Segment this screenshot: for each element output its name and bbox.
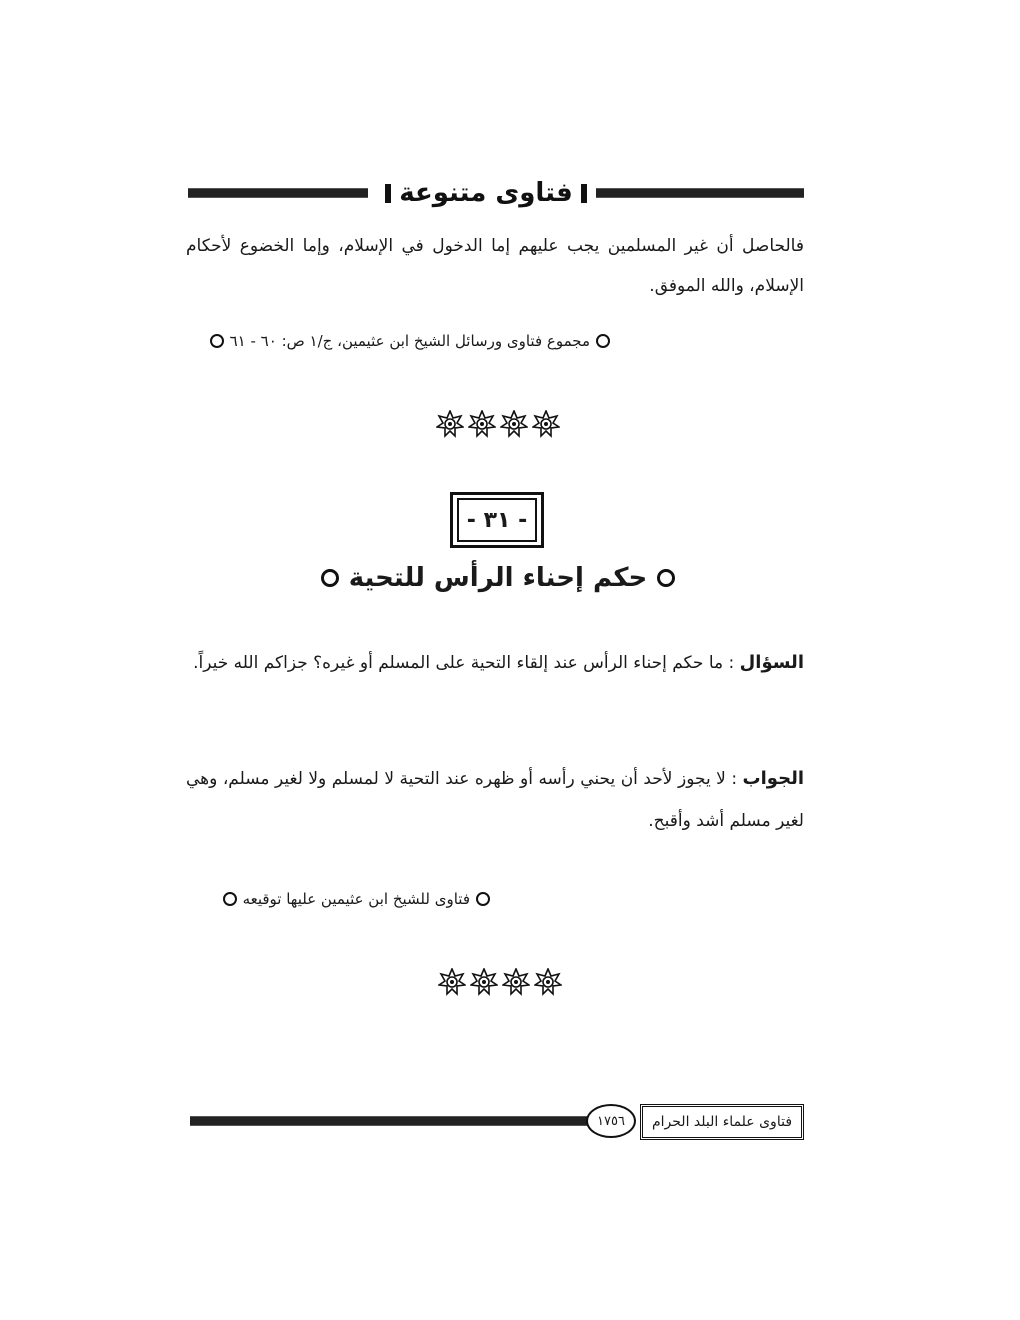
ornament-divider-top [436, 410, 560, 440]
header-title: فتاوى متنوعة [399, 178, 573, 208]
question-text: : ما حكم إحناء الرأس عند إلقاء التحية على المسلم أو غيره؟ جزاكم الله خيراً. [193, 653, 735, 673]
answer-label: الجواب [742, 768, 804, 789]
flower-ornament-icon [532, 410, 560, 438]
square-bullet-icon [581, 184, 587, 203]
intro-paragraph: فالحاصل أن غير المسلمين يجب عليهم إما الدخول في الإسلام، وإما الخضوع لأحكام الإسلام، والله الموفق. [186, 236, 804, 296]
flower-ornament-icon [502, 968, 530, 996]
book-title: فتاوى علماء البلد الحرام [640, 1104, 804, 1140]
fatwa-number: - ٣١ - [457, 498, 537, 542]
fatwa-title: حكم إحناء الرأس للتحية [348, 563, 648, 593]
source-text-first: مجموع فتاوى ورسائل الشيخ ابن عثيمين، ج/١ ص: ٦٠ - ٦١ [229, 332, 590, 350]
answer-text: : لا يجوز لأحد أن يحني رأسه أو ظهره عند التحية لا لمسلم ولا لغير مسلم، وهي لغير مسلم أشد وأقبح. [186, 769, 804, 831]
page-footer [190, 1102, 806, 1142]
flower-ornament-icon [470, 968, 498, 996]
source-text-second: فتاوى للشيخ ابن عثيمين عليها توقيعه [242, 890, 470, 908]
flower-ornament-icon [436, 410, 464, 438]
circle-bullet-icon [223, 892, 237, 906]
fatwa-heading [348, 558, 648, 598]
flower-ornament-icon [500, 410, 528, 438]
source-line-first [190, 332, 610, 350]
answer-paragraph [186, 758, 804, 842]
circle-bullet-icon [657, 569, 675, 587]
header-rule-right [596, 188, 804, 198]
page-header [188, 176, 804, 210]
source-line-second [170, 890, 490, 908]
ornament-divider-bottom [438, 968, 562, 998]
flower-ornament-icon [468, 410, 496, 438]
circle-bullet-icon [596, 334, 610, 348]
circle-bullet-icon [210, 334, 224, 348]
question-paragraph [186, 642, 804, 684]
flower-ornament-icon [534, 968, 562, 996]
question-label: السؤال [739, 652, 804, 673]
fatwa-number-box [450, 492, 544, 548]
page-number: ١٧٥٦ [586, 1104, 636, 1138]
square-bullet-icon [385, 184, 391, 203]
circle-bullet-icon [321, 569, 339, 587]
circle-bullet-icon [476, 892, 490, 906]
flower-ornament-icon [438, 968, 466, 996]
header-rule-left [188, 188, 368, 198]
footer-rule [190, 1116, 588, 1126]
header-title-group [388, 176, 584, 210]
